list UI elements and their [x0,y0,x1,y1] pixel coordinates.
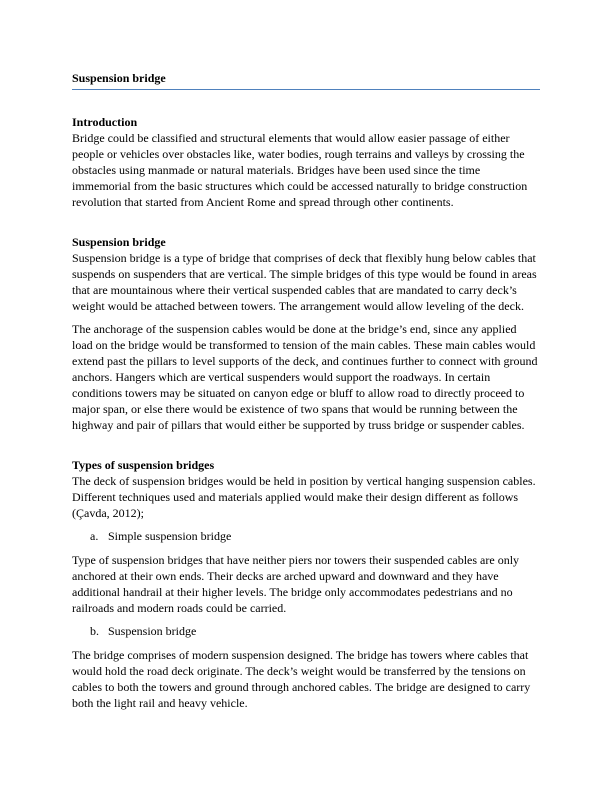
types-intro-paragraph: The deck of suspension bridges would be held in position by vertical hanging suspension cables. Different techniques used and materials applied would make their design different as follows (Çavda, 2012); [72,474,536,520]
list-item-b-description: The bridge comprises of modern suspension designed. The bridge has towers where cables that would hold the road deck originate. The deck’s weight would be transferred by the tensions on cables to both the towers and ground through anchored cables. The bridge are designed to carry both the light rail and heavy vehicle. [72,648,531,710]
list-item-b [90,623,540,639]
page-header [72,70,540,86]
suspension-bridge-paragraph-1: Suspension bridge is a type of bridge that comprises of deck that flexibly hung below cables that suspends on suspenders that are vertical. The simple bridges of this type would be found in areas that are mountainous where their vertical suspended cables that are mandated to carry deck’s weight would be attached between towers. The arrangement would allow leveling of the deck. [72,251,537,313]
list-item-a [90,528,540,544]
section-spacer [72,433,540,457]
section-spacer [72,210,540,234]
introduction-paragraph: Bridge could be classified and structural elements that would allow easier passage of either people or vehicles over obstacles like, water bodies, rough terrains and valleys by crossing the obstacles using manmade or natural materials. Bridges have been used since the time immemorial from the basic structures which could be accessed naturally to bridge construction revolution that started from Ancient Rome and spread through other continents. [72,131,528,209]
section-suspension-bridge [72,234,540,433]
section-heading-suspension-bridge: Suspension bridge [72,235,166,249]
header-divider [72,89,540,90]
list-marker: a. [90,529,99,543]
section-introduction [72,114,540,210]
list-item-a-description: Type of suspension bridges that have neither piers nor towers their suspended cables are only anchored at their own ends. Their decks are arched upward and downward and they have additional handrail at their higher levels. The bridge only accommodates pedestrians and no railroads and modern roads could be carried. [72,553,520,615]
section-heading-types: Types of suspension bridges [72,458,215,472]
section-heading-introduction: Introduction [72,115,138,129]
section-types [72,457,540,711]
header-title: Suspension bridge [72,71,166,85]
list-marker: b. [90,624,99,638]
list-item-label: Simple suspension bridge [108,529,232,543]
document-body [72,114,540,711]
suspension-bridge-paragraph-2: The anchorage of the suspension cables would be done at the bridge’s end, since any applied load on the bridge would be transformed to tension of the main cables. These main cables would extend past the pillars to level supports of the deck, and continues further to connect with ground anchors. Hangers which are vertical suspenders would support the roadways. In certain conditions towers may be situated on canyon edge or bluff to allow road to directly proceed to major span, or else there would be existence of two spans that would be running between the highway and pair of pillars that would either be supported by truss bridge or suspender cables. [72,322,538,432]
list-item-label: Suspension bridge [108,624,197,638]
